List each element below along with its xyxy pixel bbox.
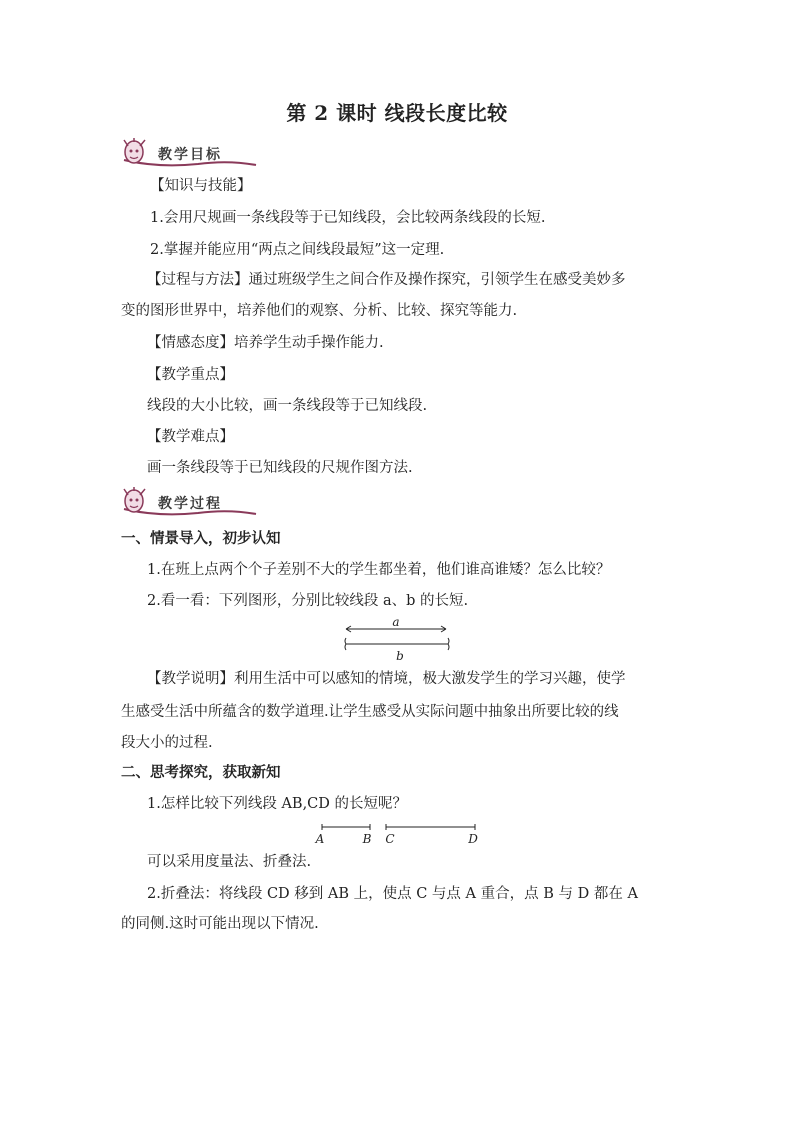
segment-b-right-end — [448, 638, 449, 650]
key-point-heading: 【教学重点】 — [147, 367, 234, 383]
page-title: 第 2 课时 线段长度比较 — [286, 101, 508, 125]
knowledge-heading: 【知识与技能】 — [150, 178, 252, 194]
process-method-text: 变的图形世界中，培养他们的观察、分析、比较、探究等能力. — [121, 303, 518, 319]
objective-item: 2.掌握并能应用“两点之间线段最短”这一定理. — [150, 242, 445, 258]
process-item: 的同侧.这时可能出现以下情况. — [121, 916, 319, 932]
section-header-process — [118, 487, 258, 521]
process-item: 2.看一看：下列图形，分别比较线段 a、b 的长短. — [147, 593, 469, 609]
part2-heading: 二、思考探究，获取新知 — [121, 764, 281, 781]
teaching-note-text: 生感受生活中所蕴含的数学道理.让学生感受从实际问题中抽象出所要比较的线 — [121, 704, 619, 720]
process-item: 1.在班上点两个个子差别不大的学生都坐着，他们谁高谁矮？怎么比较？ — [147, 562, 611, 578]
part1-heading: 一、情景导入，初步认知 — [121, 530, 281, 547]
segment-a-label: a — [392, 616, 400, 629]
segments-abcd-figure — [310, 818, 485, 848]
difficulty-text: 画一条线段等于已知线段的尺规作图方法. — [147, 460, 413, 476]
objective-item: 1.会用尺规画一条线段等于已知线段，会比较两条线段的长短. — [150, 210, 546, 226]
teaching-note-text: 段大小的过程. — [121, 735, 213, 751]
point-a-label: A — [315, 832, 325, 846]
process-item: 2.折叠法：将线段 CD 移到 AB 上，使点 C 与点 A 重合，点 B 与 D 都在 A — [147, 886, 638, 902]
point-d-label: D — [468, 832, 478, 846]
section-label: 教学目标 — [158, 147, 222, 163]
segments-ab-figure — [340, 616, 455, 662]
process-method-text: 【过程与方法】通过班级学生之间合作及操作探究，引领学生在感受美妙多 — [147, 272, 626, 288]
point-c-label: C — [385, 832, 395, 846]
emotion-text: 【情感态度】培养学生动手操作能力. — [147, 335, 384, 351]
point-b-label: B — [362, 832, 372, 846]
process-item: 1.怎样比较下列线段 AB,CD 的长短呢？ — [147, 796, 408, 812]
difficulty-heading: 【教学难点】 — [147, 429, 234, 445]
process-item: 可以采用度量法、折叠法. — [147, 854, 312, 870]
key-point-text: 线段的大小比较，画一条线段等于已知线段. — [147, 398, 428, 414]
segment-b-label: b — [396, 649, 404, 662]
section-label: 教学过程 — [158, 496, 222, 512]
teaching-note-text: 【教学说明】利用生活中可以感知的情境，极大激发学生的学习兴趣，使学 — [147, 671, 626, 687]
segment-b-left-end — [345, 638, 346, 650]
section-header-objectives — [118, 138, 258, 172]
